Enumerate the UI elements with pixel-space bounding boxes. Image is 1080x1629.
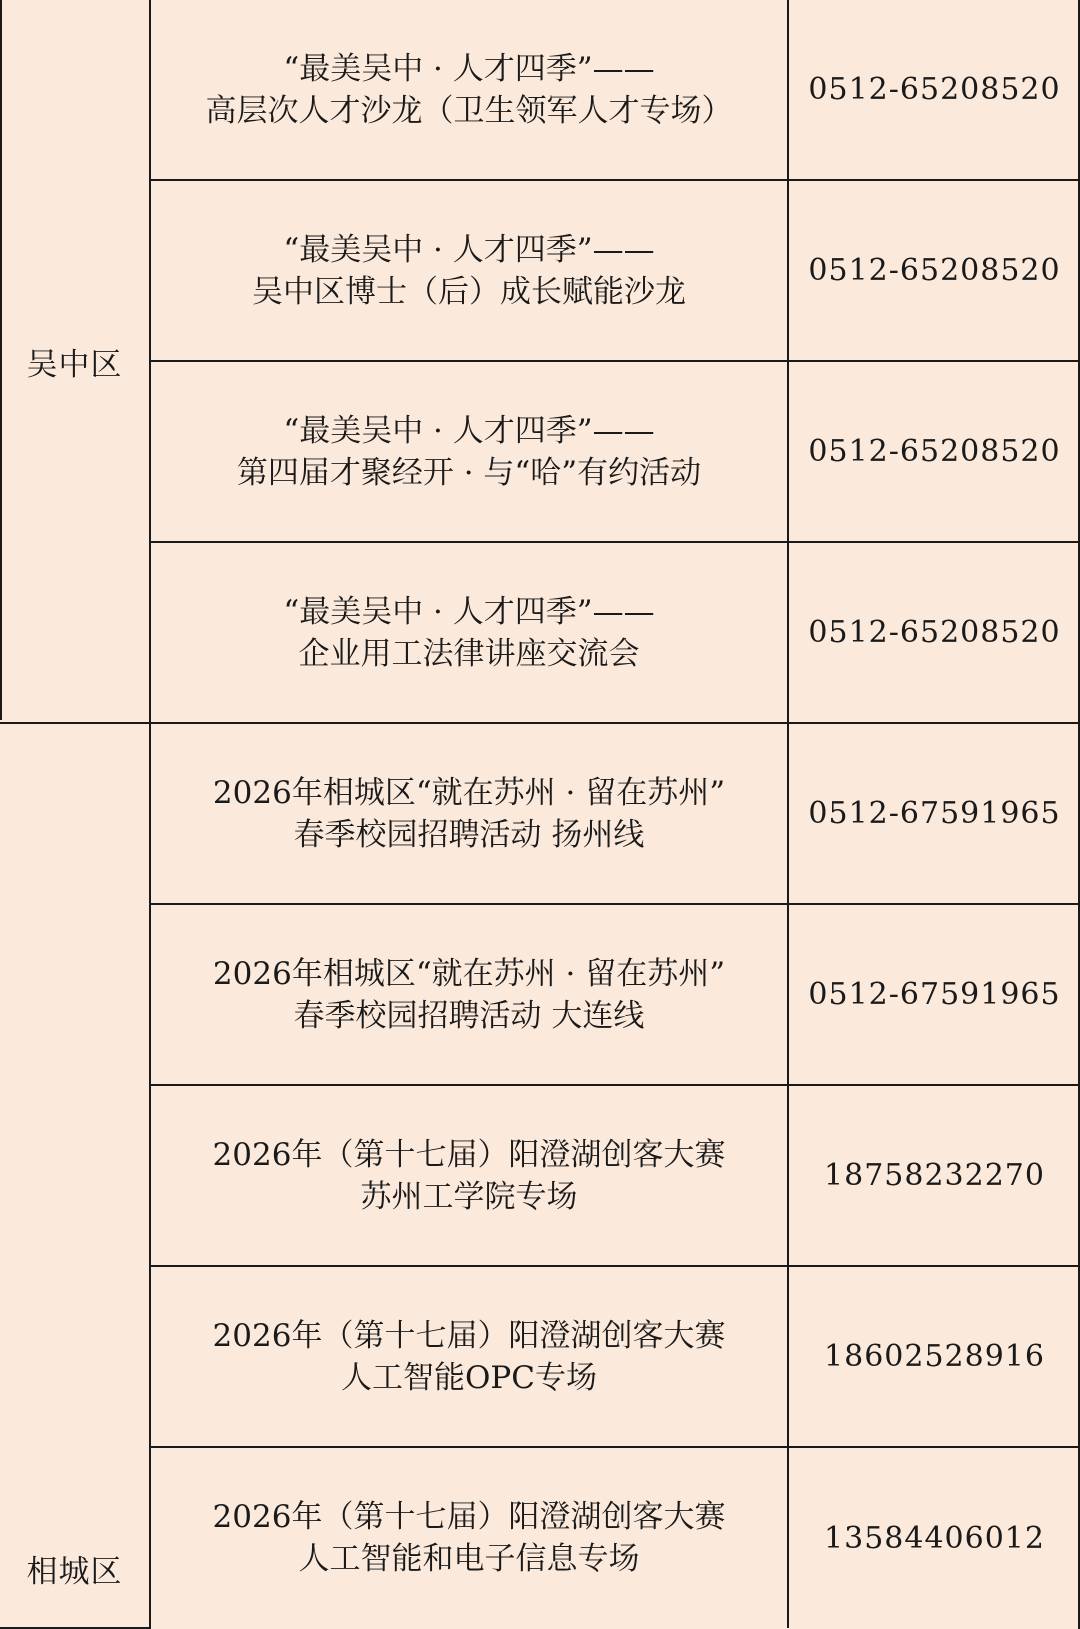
- activity-line-1: 2026年相城区“就在苏州 · 留在苏州”: [212, 955, 726, 992]
- table-row: [0, 1085, 1080, 1266]
- phone-cell: 18758232270: [788, 1085, 1080, 1266]
- table-row: [0, 1266, 1080, 1447]
- phone-cell: 13584406012: [788, 1447, 1080, 1628]
- activity-line-2: 苏州工学院专场: [360, 1178, 578, 1215]
- district-cell: 相城区: [0, 723, 150, 1628]
- activity-line-2: 人工智能和电子信息专场: [298, 1541, 640, 1577]
- activity-line-1: 2026年（第十七届）阳澄湖创客大赛: [212, 1499, 726, 1535]
- activity-line-1: “最美吴中 · 人才四季”——: [283, 412, 655, 449]
- activity-line-2: 春季校园招聘活动 扬州线: [293, 816, 645, 853]
- table-row: [0, 542, 1080, 723]
- phone-cell: 0512-67591965: [788, 904, 1080, 1085]
- activity-line-2: 企业用工法律讲座交流会: [298, 635, 640, 672]
- activity-cell: [150, 361, 788, 542]
- table-row: [0, 180, 1080, 361]
- activity-cell: [150, 1447, 788, 1628]
- activity-line-2: 第四届才聚经开 · 与“哈”有约活动: [236, 454, 702, 491]
- activity-line-1: “最美吴中 · 人才四季”——: [283, 231, 655, 268]
- phone-cell: 18602528916: [788, 1266, 1080, 1447]
- activity-line-1: “最美吴中 · 人才四季”——: [283, 50, 655, 87]
- phone-cell: 0512-65208520: [788, 542, 1080, 723]
- table-row: [0, 361, 1080, 542]
- activity-cell: [150, 904, 788, 1085]
- phone-cell: 0512-67591965: [788, 723, 1080, 904]
- table-row: [0, 904, 1080, 1085]
- activity-line-1: 2026年相城区“就在苏州 · 留在苏州”: [212, 774, 726, 811]
- table-left-border: [0, 0, 2, 720]
- phone-cell: 0512-65208520: [788, 180, 1080, 361]
- district-cell: 吴中区: [0, 0, 150, 723]
- phone-cell: 0512-65208520: [788, 361, 1080, 542]
- activity-cell: [150, 723, 788, 904]
- activity-line-1: “最美吴中 · 人才四季”——: [283, 593, 655, 630]
- phone-cell: 0512-65208520: [788, 0, 1080, 180]
- activity-line-2: 高层次人才沙龙（卫生领军人才专场）: [205, 92, 733, 129]
- activity-cell: [150, 542, 788, 723]
- activity-line-1: 2026年（第十七届）阳澄湖创客大赛: [212, 1317, 726, 1354]
- activity-cell: [150, 180, 788, 361]
- activity-line-2: 春季校园招聘活动 大连线: [293, 997, 645, 1034]
- table-row: [0, 0, 1080, 180]
- activity-cell: [150, 0, 788, 180]
- activity-cell: [150, 1266, 788, 1447]
- activity-line-2: 吴中区博士（后）成长赋能沙龙: [252, 273, 686, 310]
- activity-cell: [150, 1085, 788, 1266]
- activity-line-1: 2026年（第十七届）阳澄湖创客大赛: [212, 1136, 726, 1173]
- table-row: [0, 723, 1080, 904]
- table-row: [0, 1447, 1080, 1628]
- activity-line-2: 人工智能OPC专场: [341, 1359, 597, 1396]
